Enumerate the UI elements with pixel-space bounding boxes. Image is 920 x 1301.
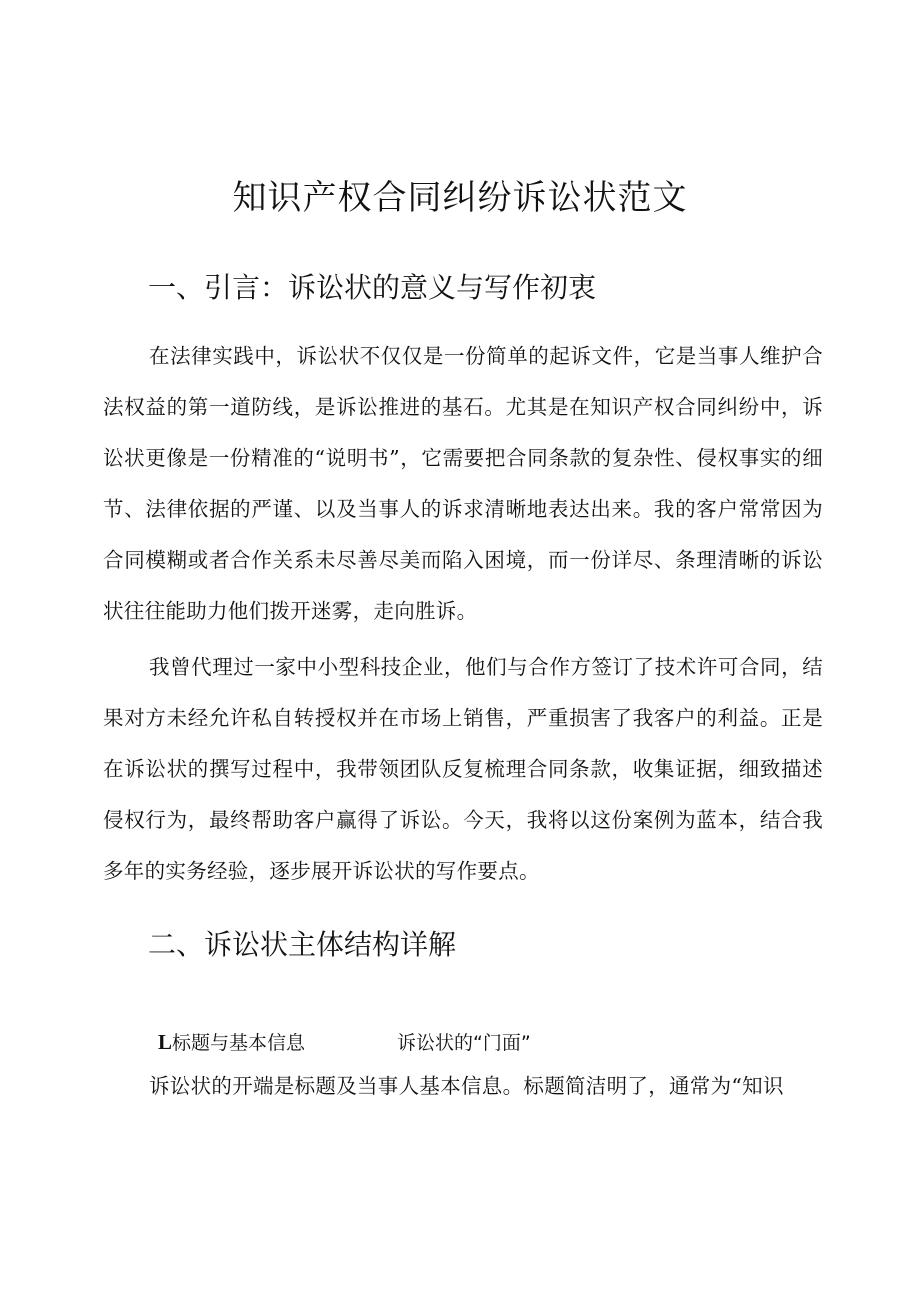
paragraph-intro-2: 我曾代理过一家中小型科技企业，他们与合作方签订了技术许可合同，结果对方未经允许私自转授权并在市场上销售，严重损害了我客户的利益。正是在诉讼状的撰写过程中，我带领团队反复梳理合同条款，收集证据，细致描述侵权行为，最终帮助客户赢得了诉讼。今天，我将以这份案例为蓝本，结合我多年的实务经验，逐步展开诉讼状的写作要点。: [103, 655, 823, 883]
subheading-number: L: [158, 1030, 173, 1054]
section-heading-intro: 一、引言：诉讼状的意义与写作初衷: [148, 271, 597, 304]
section-heading-structure: 二、诉讼状主体结构详解: [148, 928, 457, 961]
subheading-right-text: 诉讼状的“门面”: [397, 1032, 531, 1054]
subheading-left-text: 标题与基本信息: [172, 1032, 306, 1054]
subheading-title-info: [158, 1028, 305, 1055]
paragraph-structure-1: 诉讼状的开端是标题及当事人基本信息。标题简洁明了，通常为“知识: [149, 1074, 784, 1098]
paragraph-intro-1: 在法律实践中，诉讼状不仅仅是一份简单的起诉文件，它是当事人维护合法权益的第一道防线，是诉讼推进的基石。尤其是在知识产权合同纠纷中，诉讼状更像是一份精准的“说明书”，它需要把合同条款的复杂性、侵权事实的细节、法律依据的严谨、以及当事人的诉求清晰地表达出来。我的客户常常因为合同模糊或者合作关系未尽善尽美而陷入困境，而一份详尽、条理清晰的诉讼状往往能助力他们拨开迷雾，走向胜诉。: [103, 344, 823, 623]
document-title: 知识产权合同纠纷诉讼状范文: [232, 178, 688, 218]
